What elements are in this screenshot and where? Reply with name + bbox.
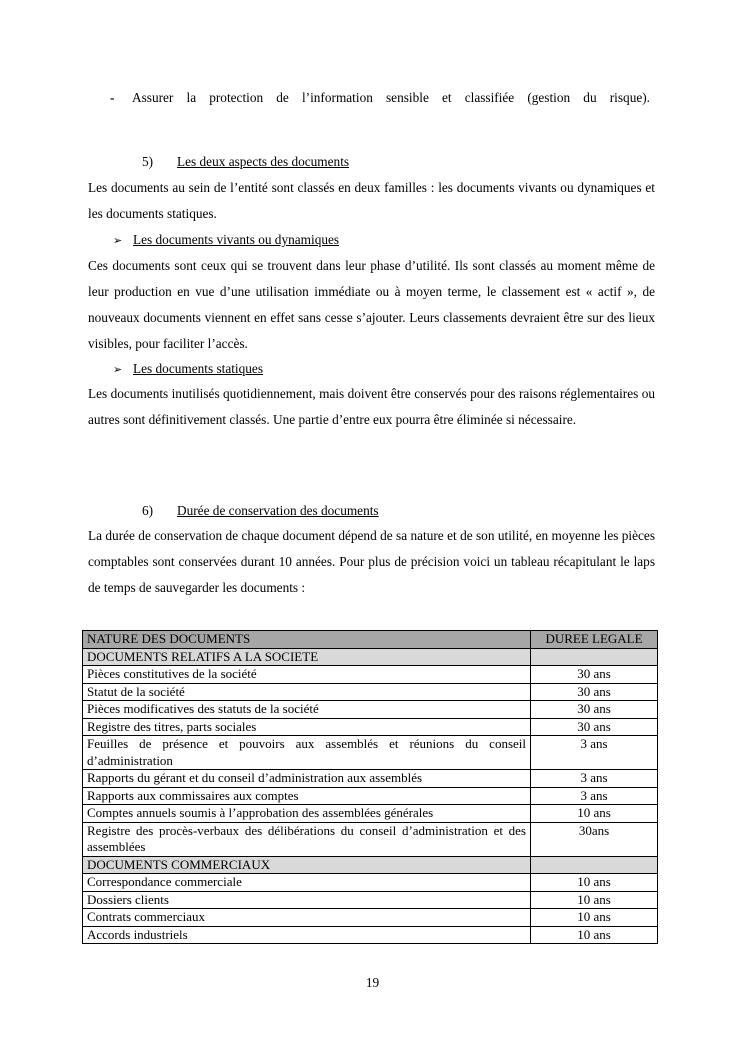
retention-duration: 30 ans [531,683,658,701]
page-number: 19 [365,975,380,990]
table-row [83,666,658,684]
retention-duration: 10 ans [531,805,658,823]
bullet-marker: - [110,90,115,105]
document-type: Pièces constitutives de la société [83,666,531,684]
document-type: Comptes annuels soumis à l’approbation des assemblées générales [83,805,531,823]
section-title: Durée de conservation des documents [177,503,379,518]
table-header-row [83,631,658,649]
document-type: Correspondance commerciale [83,874,531,892]
column-header-duration: DUREE LEGALE [531,631,658,649]
table-row [83,926,658,944]
subheading-static [113,360,263,379]
table-row [83,736,658,770]
arrow-bullet-icon: ➢ [113,235,123,247]
section-label: DOCUMENTS RELATIFS A LA SOCIETE [83,648,531,666]
table-row [83,891,658,909]
retention-duration: 30 ans [531,666,658,684]
arrow-bullet-icon: ➢ [113,364,123,376]
document-type: Rapports du gérant et du conseil d’administration aux assemblés [83,770,531,788]
retention-table [82,630,658,944]
static-docs-paragraph: Les documents inutilisés quotidiennement, mais doivent être conservés pour des raisons réglementaires ou autres sont définitivement classés. Une partie d’entre eux pourra être éliminée si nécessaire. [88,386,655,427]
table-row [83,909,658,927]
document-type: Statut de la société [83,683,531,701]
retention-duration: 10 ans [531,874,658,892]
retention-duration: 3 ans [531,736,658,770]
document-type: Pièces modificatives des statuts de la société [83,701,531,719]
bullet-text: Assurer la protection de l’information sensible et classifiée (gestion du risque). [132,90,650,105]
section-5-intro: Les documents au sein de l’entité sont classés en deux familles : les documents vivants ou dynamiques et les documents statiques. [88,180,655,221]
section-number: 5) [142,154,154,169]
document-type: Contrats commerciaux [83,909,531,927]
dynamic-docs-paragraph: Ces documents sont ceux qui se trouvent dans leur phase d’utilité. Ils sont classés au moment même de leur production en vue d’une utilisation immédiate ou à moyen terme, le classement est « actif », de nouveaux documents viennent en effet sans cesse s’ajouter. Leurs classements devraient être sur des lieux visibles, pour faciliter l’accès. [88,258,655,351]
table-row [83,683,658,701]
retention-duration: 3 ans [531,770,658,788]
bullet-item [110,89,650,107]
table-section-row [83,648,658,666]
table-section-row [83,856,658,874]
document-type: Accords industriels [83,926,531,944]
subheading-label: Les documents vivants ou dynamiques [133,232,340,247]
retention-duration: 30 ans [531,701,658,719]
document-type: Registre des titres, parts sociales [83,718,531,736]
table-row [83,770,658,788]
subheading-dynamic [113,231,339,250]
section-number: 6) [142,503,154,518]
section-label: DOCUMENTS COMMERCIAUX [83,856,531,874]
document-type: Rapports aux commissaires aux comptes [83,787,531,805]
retention-duration: 3 ans [531,787,658,805]
table-row [83,701,658,719]
subheading-label: Les documents statiques [133,361,263,376]
document-type: Dossiers clients [83,891,531,909]
table-row [83,805,658,823]
retention-duration: 10 ans [531,891,658,909]
document-type: Feuilles de présence et pouvoirs aux assemblés et réunions du conseil d’administration [83,736,531,770]
document-type: Registre des procès-verbaux des délibérations du conseil d’administration et des assemblées [83,822,531,856]
retention-duration: 30 ans [531,718,658,736]
table-row [83,787,658,805]
section-6-intro: La durée de conservation de chaque document dépend de sa nature et de son utilité, en moyenne les pièces comptables sont conservées durant 10 années. Pour plus de précision voici un tableau récapitulant le laps de temps de sauvegarder les documents : [88,528,655,595]
table-row [83,822,658,856]
retention-duration: 30ans [531,822,658,856]
retention-duration: 10 ans [531,909,658,927]
section-title: Les deux aspects des documents [177,154,350,169]
column-header-nature: NATURE DES DOCUMENTS [83,631,531,649]
table-row [83,718,658,736]
retention-duration: 10 ans [531,926,658,944]
table-row [83,874,658,892]
